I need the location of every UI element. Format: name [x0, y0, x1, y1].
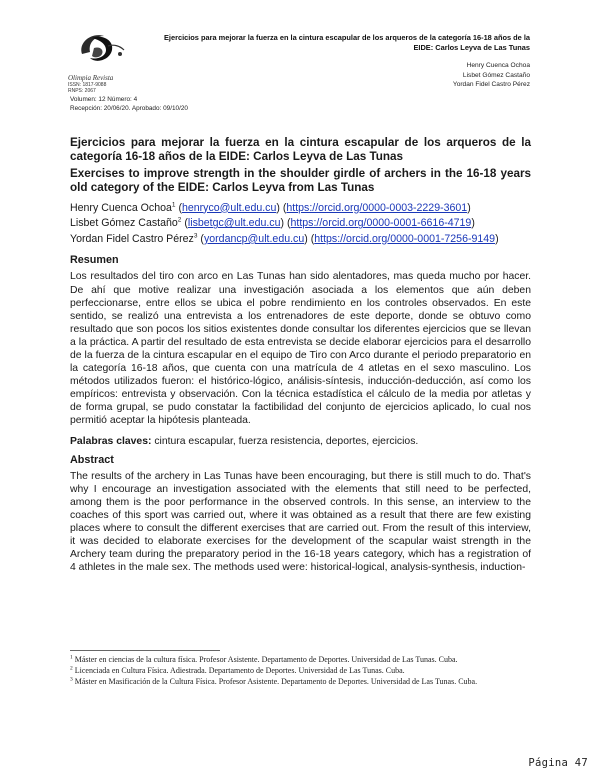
footnote — [70, 676, 531, 687]
author-name: Yordan Fidel Castro Pérez — [70, 232, 194, 245]
journal-logo-mark — [68, 24, 138, 76]
author-orcid-link[interactable]: https://orcid.org/0000-0003-2229-3601 — [286, 201, 468, 214]
article-body — [70, 136, 531, 574]
footnote-divider — [70, 650, 220, 651]
footnote-number: 1 — [70, 654, 73, 661]
volume-issue: Volumen: 12 Número: 4 — [70, 96, 138, 103]
running-title: Ejercicios para mejorar la fuerza en la cintura escapular de los arqueros de la categoría 16-18 años de la EIDE: Carlos Leyva de Las Tunas — [164, 33, 530, 52]
footnote — [70, 654, 531, 665]
received-approved-dates: Recepción: 20/06/20. Aprobado: 09/10/20 — [70, 104, 188, 112]
running-author: Yordan Fidel Castro Pérez — [452, 81, 530, 89]
keywords-label: Palabras claves: — [70, 435, 152, 447]
journal-logo-caption — [68, 74, 138, 94]
author-line: Lisbet Gómez Castaño$^2$ (lisbetgc@ult.edu.cu) (https://orcid.org/0000-0001-6616-4719) — [70, 216, 475, 230]
author-name: Lisbet Gómez Castaño — [70, 217, 178, 230]
issn-line2: RNPS: 2067 — [68, 88, 96, 94]
abstract-heading: Abstract — [70, 453, 114, 466]
author-orcid-link[interactable]: https://orcid.org/0000-0001-7256-9149 — [314, 232, 496, 245]
issn-print: ISSN: 1817-9088 — [68, 82, 107, 88]
keywords-line — [70, 435, 531, 448]
author-line: Henry Cuenca Ochoa$^1$ (henryco@ult.edu.cu) (https://orcid.org/0000-0003-2229-3601) — [70, 201, 471, 214]
keywords-text: cintura escapular, fuerza resistencia, deportes, ejercicios. — [154, 435, 419, 447]
footnote-text: Máster en ciencias de la cultura física. Profesor Asistente. Departamento de Deportes. Universidad de Las Tunas. Cuba. — [74, 655, 458, 664]
footnote-number: 2 — [70, 665, 73, 672]
author-footnote-ref: 1 — [171, 201, 176, 209]
resumen-paragraph: Los resultados del tiro con arco en Las Tunas han sido alentadores, mas queda mucho por hacer. De ahí que motive realizar una investigación asociada a los elementos que aún deben perfeccionarse, entre ellos se ubica el pobre rendimiento en los controles observados. En este sentido, se realizó una entrevista a los entrenadores de este deporte, donde se obtuvo como resultado que son pocos los sitios existentes donde consultar los diferentes ejercicios que se llevan a la práctica. A partir del resultado de esta entrevista se decide elaborar ejercicios para el desarrollo de la fuerza de la cintura escapular en el equipo de Tiro con Arco durante el periodo preparatorio en la categoría 16-18 años, que cuenta con una matrícula de 4 atletas en el sexo masculino. Los métodos utilizados fueron: el histórico-lógico, análisis-síntesis, inducción-deducción, así como los empíricos: entrevista y observación. Con la técnica estadística el cálculo de la media por atletas y de forma grupal, se pudo constatar la factibilidad del conjunto de ejercicios aplicado, lo cual nos permitió aceptar la hipótesis planteada. — [70, 271, 531, 427]
abstract-paragraph: The results of the archery in Las Tunas have been encouraging, but there is still much to do. That's why I encourage an investigation associated with the elements that still need to be perfected, among them is the poor performance in the observed controls. In this sense, an interview to the coaches of this sport was carried out, where it was obtained as a result that there are few existing places where to consult the different exercises that are carried out. From the result of this interview, it was decided to elaborate exercises for the development of the scapular waist strength in the Archery team during the preparatory period in the 16-18 years category, which has a registration of 4 athletes in the male sex. The methods used were: historical-logical, analysis-synthesis, induction- — [70, 470, 531, 574]
running-author: Lisbet Gómez Castaño — [462, 71, 530, 79]
author-line: Yordan Fidel Castro Pérez$^3$ (yordancp@ult.edu.cu) (https://orcid.org/0000-0001-7256-9149) — [70, 232, 499, 245]
journal-brand-name: Olimpia Revista — [68, 74, 114, 82]
page-number: Página 47 — [528, 757, 588, 769]
author-footnote-ref: 3 — [193, 232, 198, 240]
author-email-link[interactable]: yordancp@ult.edu.cu — [203, 232, 305, 245]
running-authors — [330, 61, 530, 90]
author-email-link[interactable]: henryco@ult.edu.cu — [181, 201, 277, 214]
author-orcid-link[interactable]: https://orcid.org/0000-0001-6616-4719 — [290, 217, 472, 230]
article-title-es: Ejercicios para mejorar la fuerza en la cintura escapular de los arqueros de la categoría 16-18 años de la EIDE: Carlos Leyva de Las Tunas — [70, 136, 531, 164]
article-title-en: Exercises to improve strength in the shoulder girdle of archers in the 16-18 years old category of the EIDE: Carlos Leyva from Las Tunas — [70, 166, 531, 195]
author-name: Henry Cuenca Ochoa — [70, 201, 172, 214]
article-meta — [70, 96, 188, 113]
author-email-link[interactable]: lisbetgc@ult.edu.cu — [187, 217, 281, 230]
author-footnote-ref: 2 — [177, 216, 182, 224]
running-author: Henry Cuenca Ochoa — [466, 62, 530, 69]
footnotes — [70, 654, 531, 687]
footnote — [70, 665, 531, 676]
footnote-number: 3 — [70, 676, 73, 683]
resumen-heading: Resumen — [70, 254, 119, 267]
footnote-text: Máster en Masificación de la Cultura Física. Profesor Asistente. Departamento de Deportes. Universidad de Las Tunas. Cuba. — [74, 677, 478, 686]
footnote-text: Licenciada en Cultura Física. Adiestrada. Departamento de Deportes. Universidad de Las Tunas. Cuba. — [74, 666, 405, 675]
